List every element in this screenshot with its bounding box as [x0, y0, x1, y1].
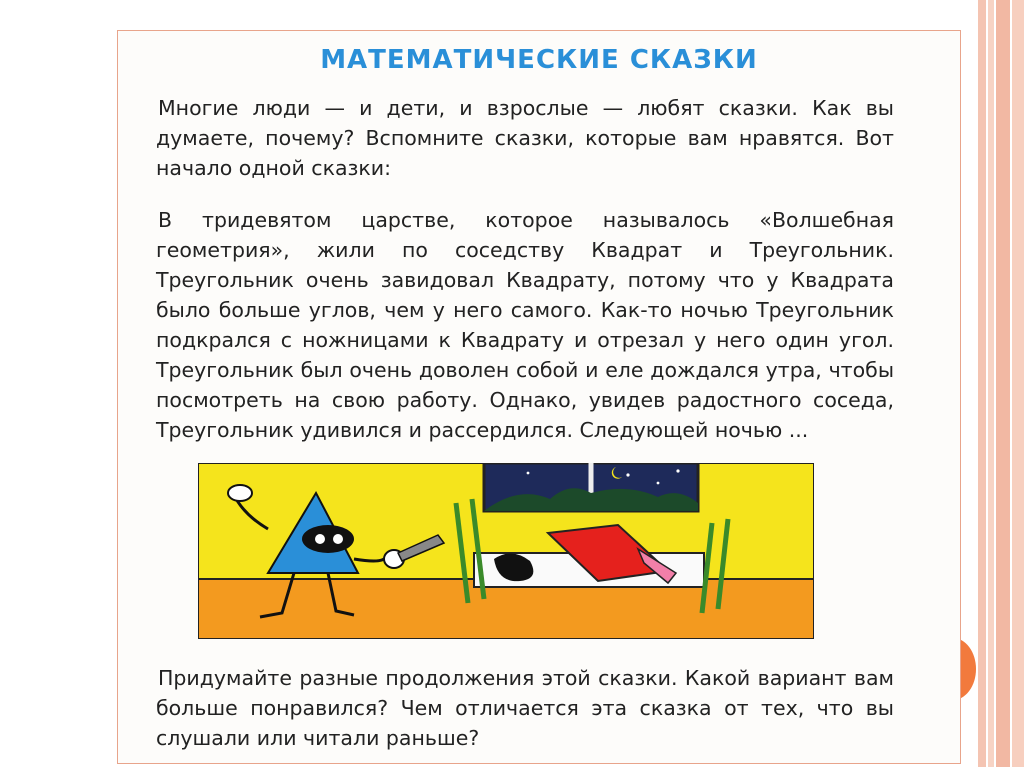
decor-stripe	[988, 0, 994, 767]
intro-paragraph: Многие люди — и дети, и взрослые — любят сказки. Как вы думаете, почему? Вспомните сказки, которые вам нравятся. Вот начало одной сказки:	[156, 96, 894, 180]
story-illustration	[198, 463, 814, 639]
decor-stripe	[996, 0, 1010, 767]
slide-frame	[117, 30, 961, 764]
page-title: МАТЕМАТИЧЕСКИЕ СКАЗКИ	[320, 45, 758, 75]
task-paragraph: Придумайте разные продолжения этой сказки. Какой вариант вам больше понравился? Чем отличается эта сказка от тех, что вы слушали или читали раньше?	[156, 666, 894, 750]
decor-stripe	[1012, 0, 1024, 767]
decor-stripe	[978, 0, 986, 767]
story-paragraph: В тридевятом царстве, которое называлось «Волшебная геометрия», жили по соседству Квадрат и Треугольник. Треугольник очень завидовал Квадрату, потому что у Квадрата было больше углов, чем у него самого. Как-то ночью Треугольник подкрался с ножницами к Квадрату и отрезал у него один угол. Треугольник был очень доволен собой и еле дождался утра, чтобы посмотреть на свою работу. Однако, увидев радостного соседа, Треугольник удивился и рассердился. Следующей ночью ...	[156, 208, 894, 442]
